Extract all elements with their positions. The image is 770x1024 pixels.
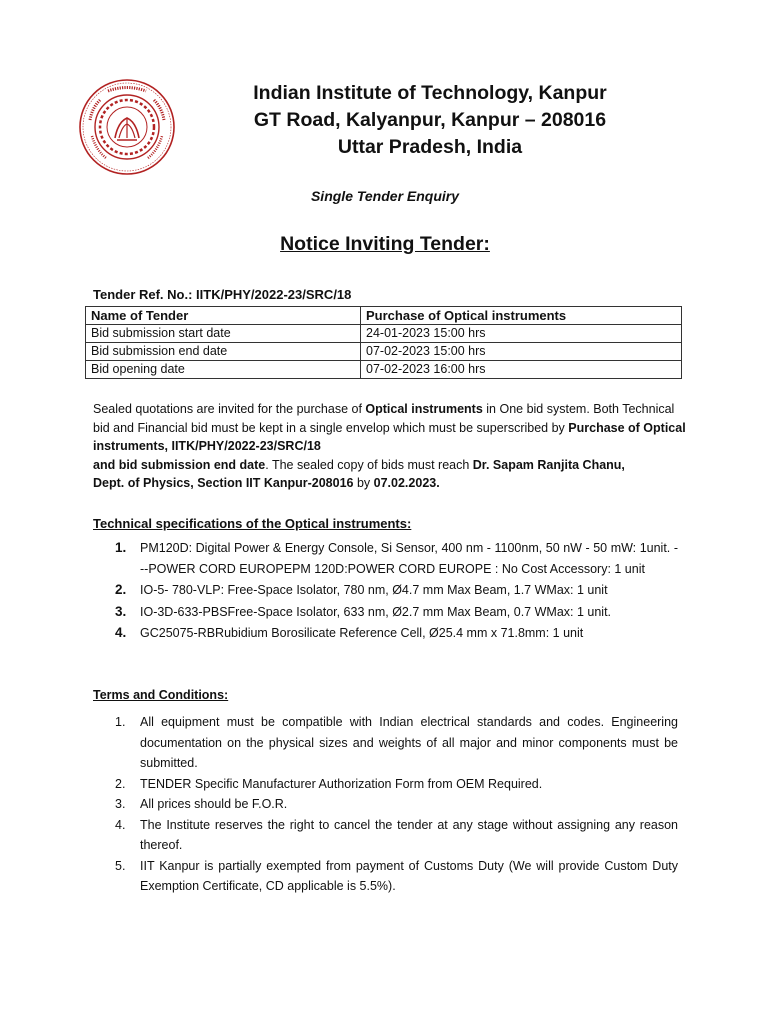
iitk-seal-icon [78,78,176,176]
institute-address: GT Road, Kalyanpur, Kanpur – 208016 [253,109,607,131]
table-cell: Bid opening date [86,361,361,379]
list-item [93,815,678,856]
table-cell: 07-02-2023 15:00 hrs [361,343,682,361]
intro-bold: Purchase of Optical instruments, IITK/PHY/2022-23/SRC/18 [93,420,686,453]
notice-title: Notice Inviting Tender: [280,233,490,255]
list-text: GC25075-RBRubidium Borosilicate Reference Cell, Ø25.4 mm x 71.8mm: 1 unit [140,626,584,640]
table-cell: 07-02-2023 16:00 hrs [361,361,682,379]
table-cell: 24-01-2023 15:00 hrs [361,325,682,343]
list-item [93,856,678,897]
table-cell: Purchase of Optical instruments [361,307,682,325]
specs-title: Technical specifications of the Optical instruments: [93,516,412,531]
list-number: 4. [115,817,126,832]
list-text: IO-3D-633-PBSFree-Space Isolator, 633 nm, Ø2.7 mm Max Beam, 0.7 WMax: 1 unit. [140,604,612,619]
intro-text: by [353,476,374,490]
list-number: 3. [115,603,127,619]
intro-bold: and bid submission end date [93,457,266,472]
table-row [86,343,682,361]
list-number: 5. [115,858,126,873]
intro-bold: Dr. Sapam Ranjita Chanu, [472,457,625,472]
intro-bold: Dept. of Physics, Section IIT Kanpur-208016 [93,476,354,490]
list-item [93,623,678,644]
list-number: 4. [115,625,127,640]
intro-bold: 07.02.2023. [373,476,440,490]
intro-bold: Optical instruments [365,402,483,416]
terms-title: Terms and Conditions: [93,688,229,702]
list-number: 1. [115,715,126,729]
list-text: IO-5- 780-VLP: Free-Space Isolator, 780 nm, Ø4.7 mm Max Beam, 1.7 WMax: 1 unit [140,583,608,597]
specs-list [93,538,678,645]
list-number: 2. [115,776,126,791]
list-item [93,580,678,601]
list-item [93,712,678,774]
intro-paragraph [93,400,693,493]
table-cell: Bid submission end date [86,343,361,361]
list-text: All prices should be F.O.R. [140,797,288,811]
institute-state: Uttar Pradesh, India [337,136,523,158]
list-number: 2. [115,582,127,597]
list-text: TENDER Specific Manufacturer Authorization Form from OEM Required. [140,776,543,791]
list-item [93,602,678,623]
table-row [86,325,682,343]
list-item [93,538,678,579]
institute-name: Indian Institute of Technology, Kanpur [253,82,607,104]
institute-header [200,80,660,161]
table-row [86,361,682,379]
list-text: All equipment must be compatible with Indian electrical standards and codes. Engineering documentation on the physical sizes and weights of all major and minor components must be submitted. [140,715,678,770]
intro-text: in One bid system. Both Technical bid and Financial bid must be kept in a single envelop which must be superscribed by [93,402,675,435]
list-number: 3. [115,797,126,811]
terms-list [93,712,678,897]
list-text: PM120D: Digital Power & Energy Console, Si Sensor, 400 nm - 1100nm, 50 nW - 50 mW: 1unit. ---POWER CORD EUROPEPM 120D:POWER CORD EUROPE : No Cost Accessory: 1 unit [140,541,678,576]
enquiry-type: Single Tender Enquiry [310,188,460,204]
list-text: IIT Kanpur is partially exempted from payment of Customs Duty (We will provide Custom Duty Exemption Certificate, CD applicable is 5.5%). [140,858,678,893]
table-cell: Name of Tender [86,307,361,325]
intro-text: Sealed quotations are invited for the purchase of [93,402,366,416]
list-item [93,794,678,815]
list-text: The Institute reserves the right to cancel the tender at any stage without assigning any reason thereof. [140,817,678,852]
intro-text: . The sealed copy of bids must reach [265,457,473,472]
list-item [93,774,678,795]
table-row [86,307,682,325]
list-number: 1. [115,540,127,555]
table-cell: Bid submission start date [86,325,361,343]
tender-table [85,306,682,379]
tender-ref: Tender Ref. No.: IITK/PHY/2022-23/SRC/18 [93,287,352,302]
